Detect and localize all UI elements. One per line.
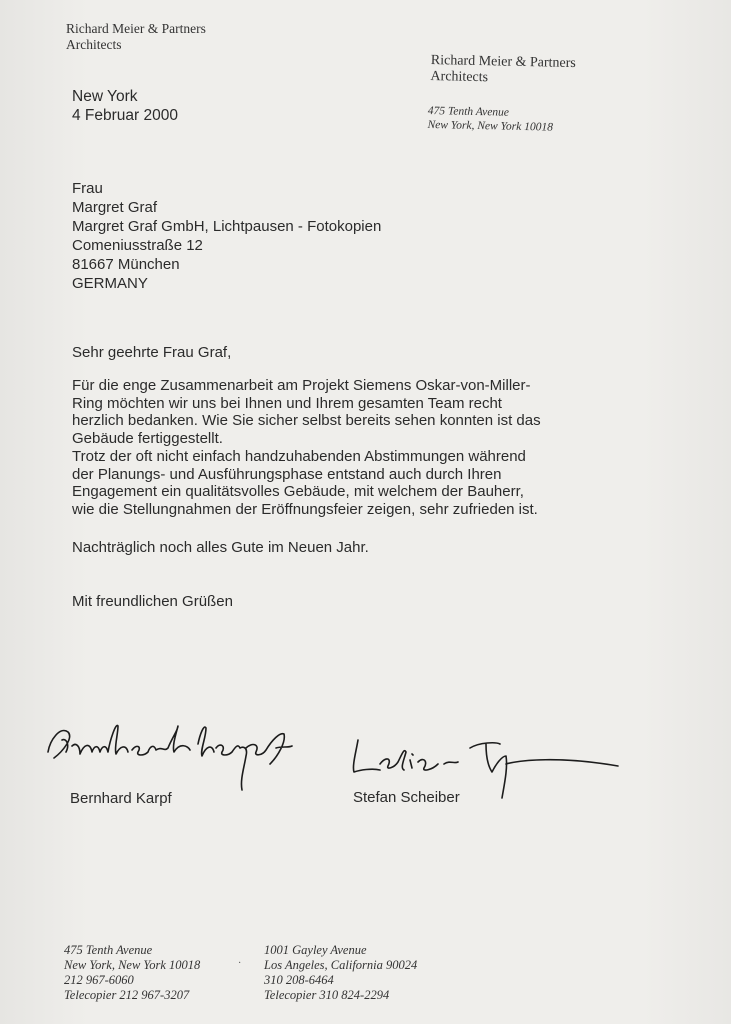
- recipient-line: Frau: [72, 180, 103, 197]
- footer-line: Telecopier 212 967-3207: [64, 988, 190, 1002]
- footer-line: New York, New York 10018: [64, 958, 201, 972]
- body-line: Gebäude fertiggestellt.: [72, 430, 223, 448]
- footer-line: Los Angeles, California 90024: [264, 958, 418, 972]
- letterhead-firm-right: [430, 53, 576, 88]
- dateline: [72, 87, 178, 125]
- footer-line: 212 967-6060: [64, 973, 134, 987]
- body-line: herzlich bedanken. Wie Sie sicher selbst bereits sehen konnten ist das: [72, 412, 541, 430]
- body-line: Trotz der oft nicht einfach handzuhabenden Abstimmungen während: [72, 447, 526, 465]
- firm-subtitle-right: Architects: [430, 68, 489, 86]
- footer-line: 475 Tenth Avenue: [64, 943, 153, 957]
- firm-subtitle: Architects: [66, 37, 122, 52]
- recipient-line: Margret Graf: [72, 199, 158, 216]
- letter-body: [72, 377, 541, 519]
- footer-los-angeles-office: [264, 943, 417, 1003]
- recipient-line: 81667 München: [72, 256, 180, 273]
- address-street: 475 Tenth Avenue: [427, 104, 510, 119]
- signer-name-karpf: Bernhard Karpf: [70, 790, 172, 807]
- footer-separator: ·: [238, 958, 242, 969]
- letterhead-address: [427, 104, 553, 135]
- signature-karpf: [48, 725, 292, 790]
- recipient-line: Comeniusstraße 12: [72, 237, 203, 254]
- closing: Mit freundlichen Grüßen: [72, 593, 233, 610]
- recipient-line: Margret Graf GmbH, Lichtpausen - Fotokopien: [72, 218, 382, 235]
- body-line: Ring möchten wir uns bei Ihnen und Ihrem gesamten Team recht: [72, 394, 502, 412]
- body-line: der Planungs- und Ausführungsphase entstand auch durch Ihren: [72, 465, 502, 483]
- handwritten-signatures: [40, 712, 640, 802]
- footer-line: 310 208-6464: [264, 973, 334, 987]
- body-line: wie die Stellungnahmen der Eröffnungsfeier zeigen, sehr zufrieden ist.: [72, 500, 538, 518]
- firm-name-right: Richard Meier & Partners: [430, 53, 576, 72]
- footer-line: 1001 Gayley Avenue: [264, 943, 367, 957]
- date: 4 Februar 2000: [72, 107, 178, 124]
- letterhead-firm: [66, 21, 206, 53]
- signer-name-scheiber: Stefan Scheiber: [353, 789, 460, 806]
- address-city: New York, New York 10018: [427, 118, 554, 134]
- recipient-line: GERMANY: [72, 275, 148, 292]
- postscript: Nachträglich noch alles Gute im Neuen Jahr.: [72, 539, 369, 556]
- recipient-address: [72, 179, 381, 293]
- place: New York: [72, 88, 138, 105]
- salutation: Sehr geehrte Frau Graf,: [72, 344, 232, 361]
- body-line: Engagement ein qualitätsvolles Gebäude, mit welchem der Bauherr,: [72, 483, 524, 501]
- footer-line: Telecopier 310 824-2294: [264, 988, 390, 1002]
- firm-name: Richard Meier & Partners: [66, 21, 206, 36]
- body-line: Für die enge Zusammenarbeit am Projekt Siemens Oskar-von-Miller-: [72, 377, 531, 394]
- footer-new-york-office: [64, 943, 200, 1003]
